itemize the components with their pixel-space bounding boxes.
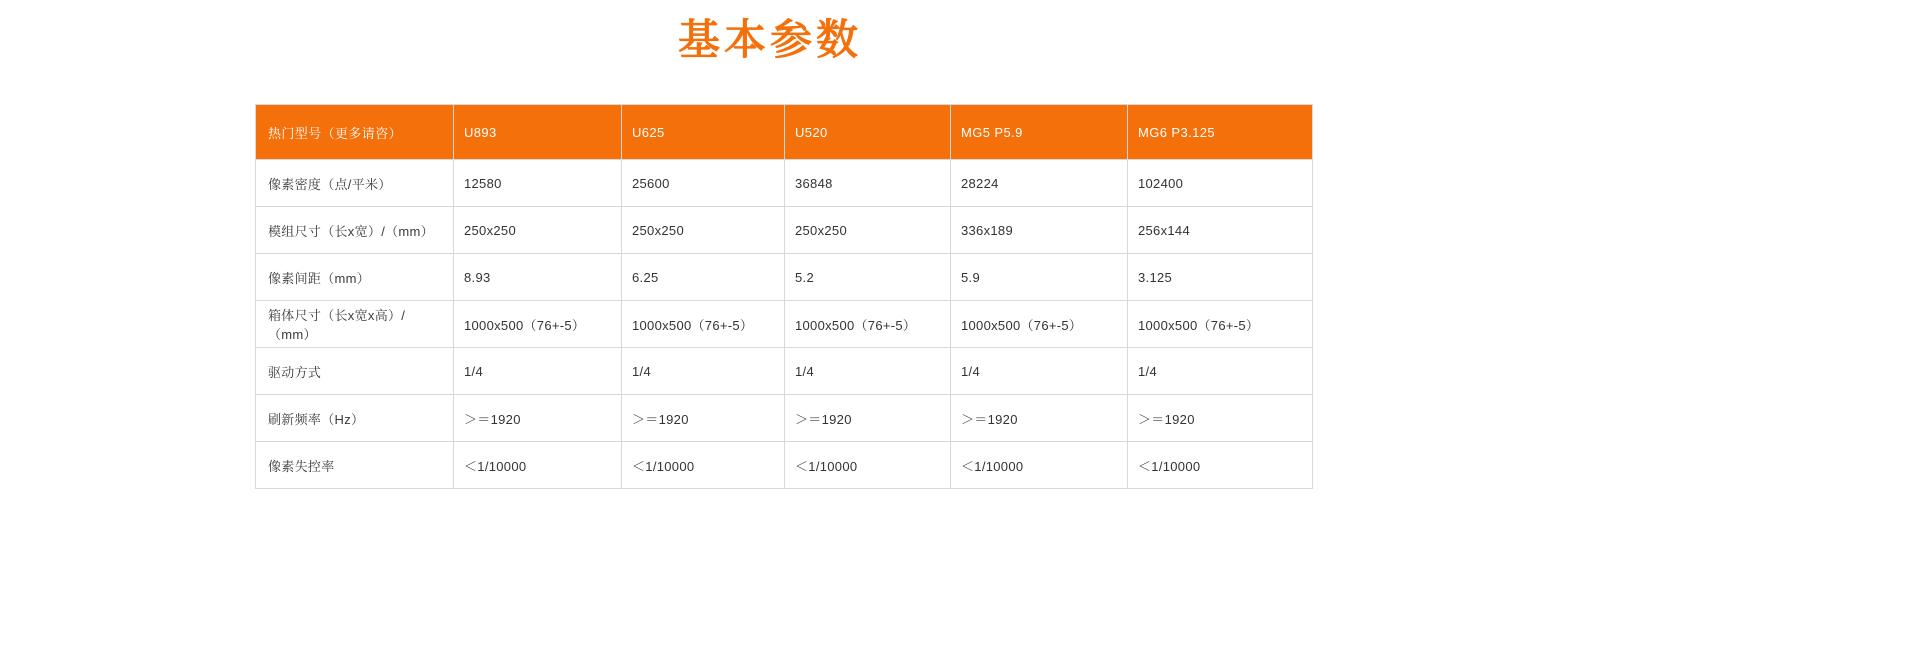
table-cell: 250x250: [454, 207, 622, 254]
table-header-row: [256, 105, 1313, 160]
table-row: [256, 395, 1313, 442]
table-cell: 1000x500（76+-5）: [951, 301, 1128, 348]
page-title: 基本参数: [677, 16, 862, 63]
column-header-u893: U893: [454, 105, 622, 160]
table-cell: ＜1/10000: [1128, 442, 1313, 489]
row-label: 箱体尺寸（长x宽x高）/（mm）: [256, 301, 454, 348]
table-row: [256, 160, 1313, 207]
table-cell: 1/4: [454, 348, 622, 395]
table-cell: 12580: [454, 160, 622, 207]
spec-table: [255, 104, 1313, 489]
table-row: [256, 207, 1313, 254]
table-header: [256, 105, 1313, 160]
row-label: 像素间距（mm）: [256, 254, 454, 301]
table-cell: ＞＝1920: [785, 395, 951, 442]
row-label: 驱动方式: [256, 348, 454, 395]
table-cell: 28224: [951, 160, 1128, 207]
table-cell: 5.2: [785, 254, 951, 301]
column-header-u625: U625: [622, 105, 785, 160]
table-cell: 250x250: [785, 207, 951, 254]
table-cell: 1000x500（76+-5）: [454, 301, 622, 348]
table-row: [256, 442, 1313, 489]
table-cell: ＞＝1920: [622, 395, 785, 442]
table-cell: 5.9: [951, 254, 1128, 301]
table-cell: 250x250: [622, 207, 785, 254]
column-header-u520: U520: [785, 105, 951, 160]
table-cell: ＜1/10000: [454, 442, 622, 489]
table-cell: 6.25: [622, 254, 785, 301]
table-cell: 1/4: [1128, 348, 1313, 395]
table-cell: ＞＝1920: [951, 395, 1128, 442]
table-row: [256, 301, 1313, 348]
table-cell: 1000x500（76+-5）: [622, 301, 785, 348]
row-label: 像素密度（点/平米）: [256, 160, 454, 207]
table-cell: 1000x500（76+-5）: [1128, 301, 1313, 348]
table-cell: 102400: [1128, 160, 1313, 207]
table-cell: 1000x500（76+-5）: [785, 301, 951, 348]
table-cell: ＞＝1920: [454, 395, 622, 442]
table-cell: ＜1/10000: [622, 442, 785, 489]
table-cell: 3.125: [1128, 254, 1313, 301]
spec-table-container: [255, 104, 1312, 489]
table-cell: 1/4: [785, 348, 951, 395]
table-cell: ＜1/10000: [785, 442, 951, 489]
table-row: [256, 254, 1313, 301]
table-cell: 1/4: [622, 348, 785, 395]
table-cell: 8.93: [454, 254, 622, 301]
table-cell: 36848: [785, 160, 951, 207]
column-header-mg5: MG5 P5.9: [951, 105, 1128, 160]
column-header-mg6: MG6 P3.125: [1128, 105, 1313, 160]
table-cell: 336x189: [951, 207, 1128, 254]
row-label: 刷新频率（Hz）: [256, 395, 454, 442]
table-row: [256, 348, 1313, 395]
column-header-model: 热门型号（更多请咨）: [256, 105, 454, 160]
table-cell: ＜1/10000: [951, 442, 1128, 489]
row-label: 模组尺寸（长x宽）/（mm）: [256, 207, 454, 254]
table-cell: 25600: [622, 160, 785, 207]
table-cell: 1/4: [951, 348, 1128, 395]
table-cell: ＞＝1920: [1128, 395, 1313, 442]
table-cell: 256x144: [1128, 207, 1313, 254]
table-body: [256, 160, 1313, 489]
row-label: 像素失控率: [256, 442, 454, 489]
